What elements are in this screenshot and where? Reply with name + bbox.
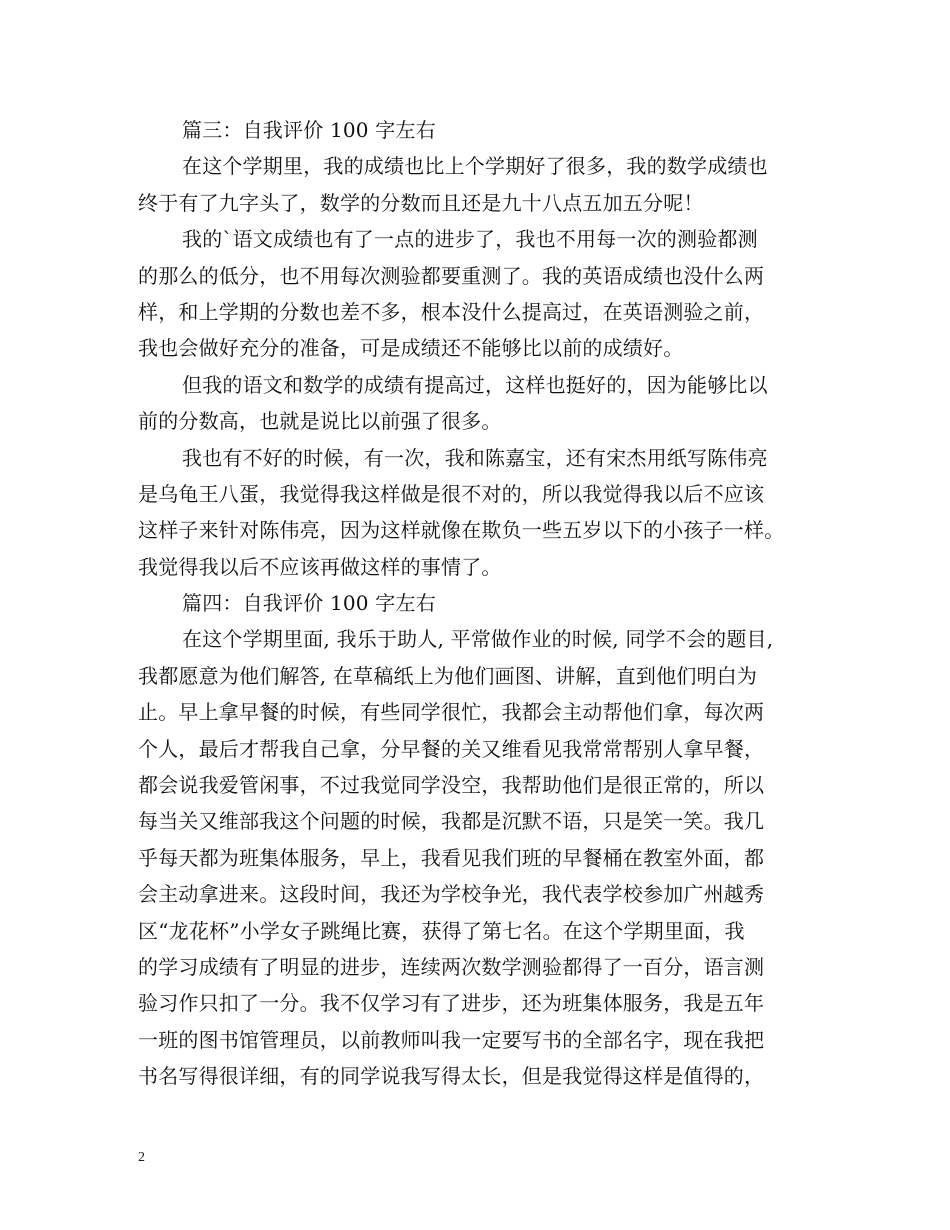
document-body (138, 112, 828, 1095)
text-line: 会主动拿进来。这段时间，我还为学校争光，我代表学校参加广州越秀 (138, 882, 765, 907)
text-line: 的学习成绩有了明显的进步，连续两次数学测验都得了一百分，语言测 (138, 954, 765, 979)
text-line: 样，和上学期的分数也差不多，根本没什么提高过，在英语测验之前， (138, 299, 765, 324)
text-line: 但我的语文和数学的成绩有提高过，这样也挺好的，因为能够比以 (182, 372, 768, 397)
text-line: 终于有了九字头了，数学的分数而且还是九十八点五加五分呢！ (138, 190, 704, 215)
text-line: 乎每天都为班集体服务，早上，我看见我们班的早餐桶在教室外面，都 (138, 845, 765, 870)
text-line: 是乌龟王八蛋，我觉得我这样做是很不对的，所以我觉得我以后不应该 (138, 481, 765, 506)
text-line: 个人，最后才帮我自己拿，分早餐的关又维看见我常常帮别人拿早餐， (138, 736, 765, 761)
text-line: 都会说我爱管闲事，不过我觉同学没空，我帮助他们是很正常的，所以 (138, 773, 765, 798)
text-line: 在这个学期里面, 我乐于助人, 平常做作业的时候, 同学不会的题目, (182, 627, 774, 652)
text-line: 一班的图书馆管理员，以前教师叫我一定要写书的全部名字，现在我把 (138, 1027, 765, 1052)
page-number: 2 (138, 1150, 145, 1165)
text-line: 我觉得我以后不应该再做这样的事情了。 (138, 554, 502, 579)
text-line: 区“龙花杯”小学女子跳绳比赛，获得了第七名。在这个学期里面，我 (138, 918, 745, 943)
section-heading-four: 篇四：自我评价 100 字左右 (182, 591, 436, 616)
text-line: 这样子来针对陈伟亮，因为这样就像在欺负一些五岁以下的小孩子一样。 (138, 518, 785, 543)
section-heading-three: 篇三：自我评价 100 字左右 (182, 118, 436, 142)
text-line: 我也会做好充分的准备，可是成绩还不能够比以前的成绩好。 (138, 336, 684, 361)
text-line: 的那么的低分，也不用每次测验都要重测了。我的英语成绩也没什么两 (138, 263, 765, 288)
text-line: 我的`语文成绩也有了一点的进步了，我也不用每一次的测验都测 (182, 227, 758, 252)
text-line: 书名写得很详细，有的同学说我写得太长，但是我觉得这样是值得的， (138, 1064, 765, 1089)
text-line: 验习作只扣了一分。我不仅学习有了进步，还为班集体服务，我是五年 (138, 991, 765, 1016)
text-line: 我都愿意为他们解答, 在草稿纸上为他们画图、讲解，直到他们明白为 (138, 663, 758, 688)
text-line: 我也有不好的时候，有一次，我和陈嘉宝，还有宋杰用纸写陈伟亮 (182, 445, 768, 470)
text-line: 止。早上拿早餐的时候，有些同学很忙，我都会主动帮他们拿，每次两 (138, 700, 765, 725)
text-line: 在这个学期里，我的成绩也比上个学期好了很多，我的数学成绩也 (182, 154, 768, 179)
text-line: 前的分数高，也就是说比以前强了很多。 (138, 409, 502, 434)
text-line: 每当关又维部我这个问题的时候，我都是沉默不语，只是笑一笑。我几 (138, 809, 765, 834)
